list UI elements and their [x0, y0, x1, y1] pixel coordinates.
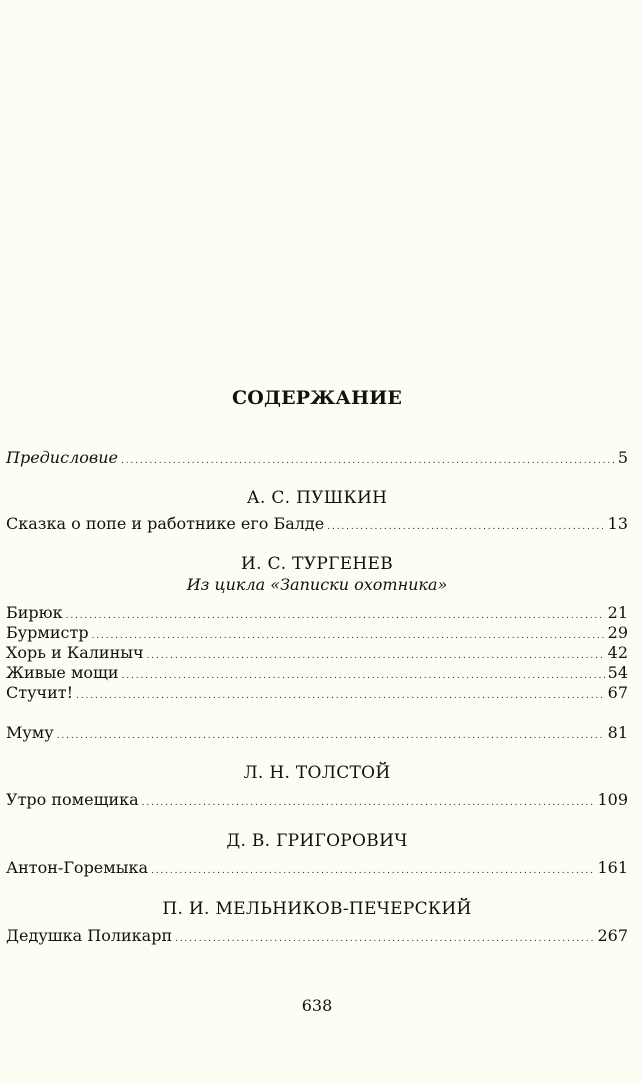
toc-entry-title: Предисловие: [6, 448, 118, 467]
toc-entry-page: 267: [597, 926, 628, 945]
toc-entry-title: Дедушка Поликарп: [6, 926, 173, 945]
cycle-subtitle: Из цикла «Записки охотника»: [186, 575, 448, 594]
dot-leader: [327, 514, 604, 537]
page-number: 638: [301, 996, 333, 1015]
toc-entry[interactable]: [6, 683, 628, 706]
author-heading: П. И. МЕЛЬНИКОВ-ПЕЧЕРСКИЙ: [162, 899, 472, 919]
dot-leader: [121, 448, 615, 471]
toc-entry[interactable]: [6, 790, 628, 813]
dot-leader: [57, 723, 605, 746]
toc-entry-title: Бирюк: [6, 603, 63, 622]
toc-entry-page: 29: [607, 623, 628, 642]
toc-entry-page: 109: [597, 790, 628, 809]
toc-entry-title: Утро помещика: [6, 790, 139, 809]
toc-entry-title: Стучит!: [6, 683, 74, 702]
toc-entry-title: Сказка о попе и работнике его Балде: [6, 514, 325, 533]
toc-entry[interactable]: [6, 723, 628, 746]
toc-entry-page: 42: [607, 643, 628, 662]
toc-entry-page: 81: [607, 723, 628, 742]
toc-entry-title: Муму: [6, 723, 54, 742]
toc-entry-title: Живые мощи: [6, 663, 119, 682]
author-heading: Д. В. ГРИГОРОВИЧ: [226, 831, 408, 851]
author-heading: А. С. ПУШКИН: [246, 488, 388, 508]
dot-leader: [76, 683, 605, 706]
toc-entry-page: 67: [607, 683, 628, 702]
toc-entry-page: 54: [607, 663, 628, 682]
author-heading: И. С. ТУРГЕНЕВ: [240, 554, 394, 574]
toc-entry-page: 21: [607, 603, 628, 622]
toc-entry-title: Бурмистр: [6, 623, 89, 642]
toc-entry-title: Антон-Горемыка: [6, 858, 148, 877]
dot-leader: [175, 926, 594, 949]
dot-leader: [151, 858, 594, 881]
toc-entry-preface[interactable]: [6, 448, 628, 471]
dot-leader: [142, 790, 595, 813]
toc-entry[interactable]: [6, 514, 628, 537]
toc-entry-page: 161: [597, 858, 628, 877]
toc-entry-page: 13: [607, 514, 628, 533]
author-heading: Л. Н. ТОЛСТОЙ: [243, 763, 391, 783]
toc-entry[interactable]: [6, 926, 628, 949]
toc-entry[interactable]: [6, 858, 628, 881]
toc-entry-page: 5: [617, 448, 628, 467]
toc-entry-title: Хорь и Калиныч: [6, 643, 144, 662]
page-title: СОДЕРЖАНИЕ: [231, 387, 403, 409]
